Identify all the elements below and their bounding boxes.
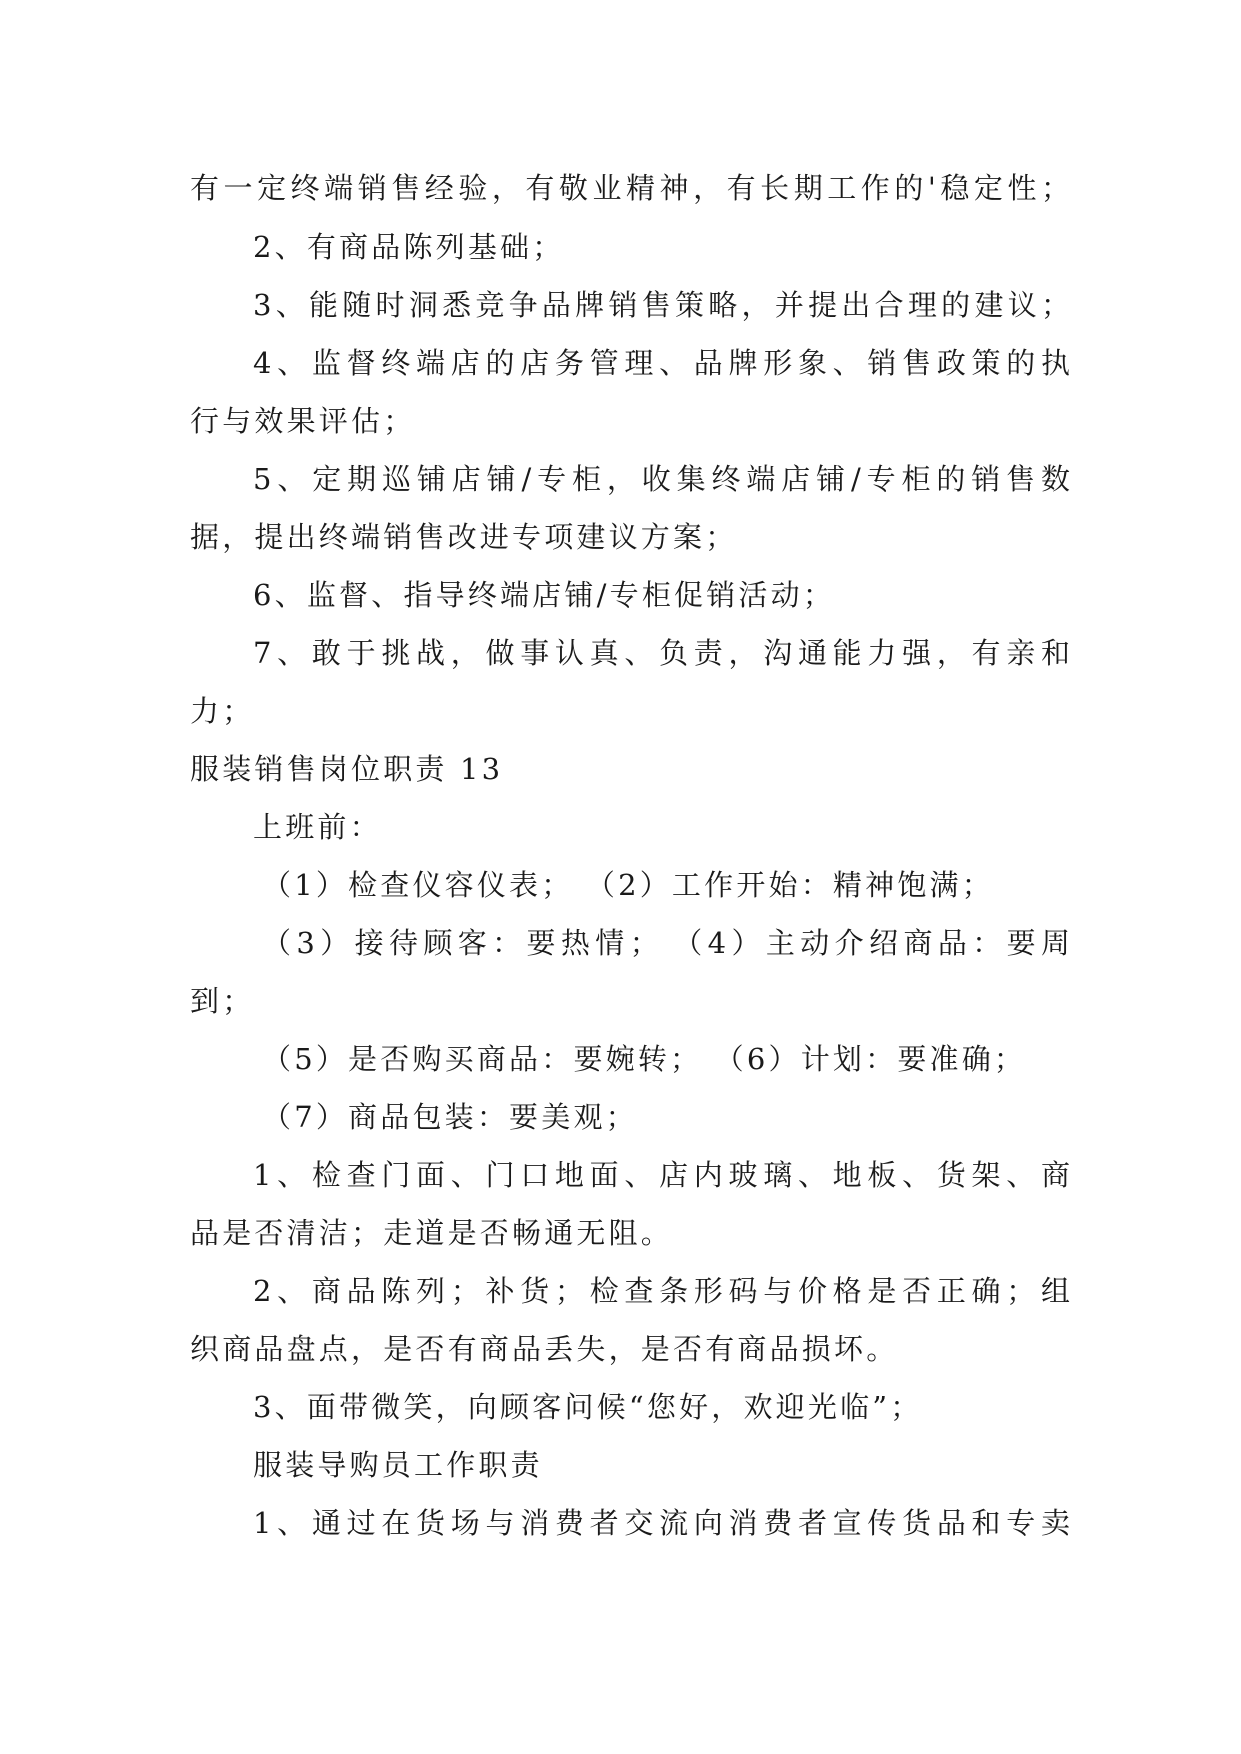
text-line: 力；: [190, 694, 255, 728]
text-line: （1）检查仪容仪表； （2）工作开始：精神饱满；: [262, 868, 994, 902]
text-line: 3、面带微笑，向顾客问候“您好，欢迎光临”；: [253, 1390, 923, 1424]
text-line: 到；: [190, 984, 255, 1018]
text-line: 6、监督、指导终端店铺/专柜促销活动；: [253, 578, 836, 612]
text-line: 3、能随时洞悉竞争品牌销售策略，并提出合理的建议；: [253, 288, 1070, 322]
text-line: （7）商品包装：要美观；: [262, 1100, 638, 1134]
text-line: 7、敢于挑战，做事认真、负责，沟通能力强，有亲和: [253, 636, 1070, 670]
text-line: 据，提出终端销售改进专项建议方案；: [190, 520, 738, 554]
section-heading: 服装销售岗位职责 13: [190, 752, 504, 786]
text-line: 行与效果评估；: [190, 404, 416, 438]
text-line: 有一定终端销售经验，有敬业精神，有长期工作的'稳定性；: [190, 171, 1070, 205]
section-heading: 服装导购员工作职责: [253, 1448, 543, 1482]
text-line: 2、有商品陈列基础；: [253, 230, 565, 264]
text-line: 织商品盘点，是否有商品丢失，是否有商品损坏。: [190, 1332, 899, 1366]
text-line: 5、定期巡铺店铺/专柜，收集终端店铺/专柜的销售数: [253, 462, 1070, 496]
text-line: 1、通过在货场与消费者交流向消费者宣传货品和专卖: [253, 1506, 1070, 1540]
text-line: 2、商品陈列；补货；检查条形码与价格是否正确；组: [253, 1274, 1070, 1308]
text-line: 1、检查门面、门口地面、店内玻璃、地板、货架、商: [253, 1158, 1070, 1192]
text-line: （3）接待顾客：要热情； （4）主动介绍商品：要周: [262, 926, 1070, 960]
text-line: 品是否清洁；走道是否畅通无阻。: [190, 1216, 674, 1250]
text-line: 4、监督终端店的店务管理、品牌形象、销售政策的执: [253, 346, 1070, 380]
text-line: 上班前：: [253, 810, 382, 844]
text-line: （5）是否购买商品：要婉转； （6）计划：要准确；: [262, 1042, 1027, 1076]
